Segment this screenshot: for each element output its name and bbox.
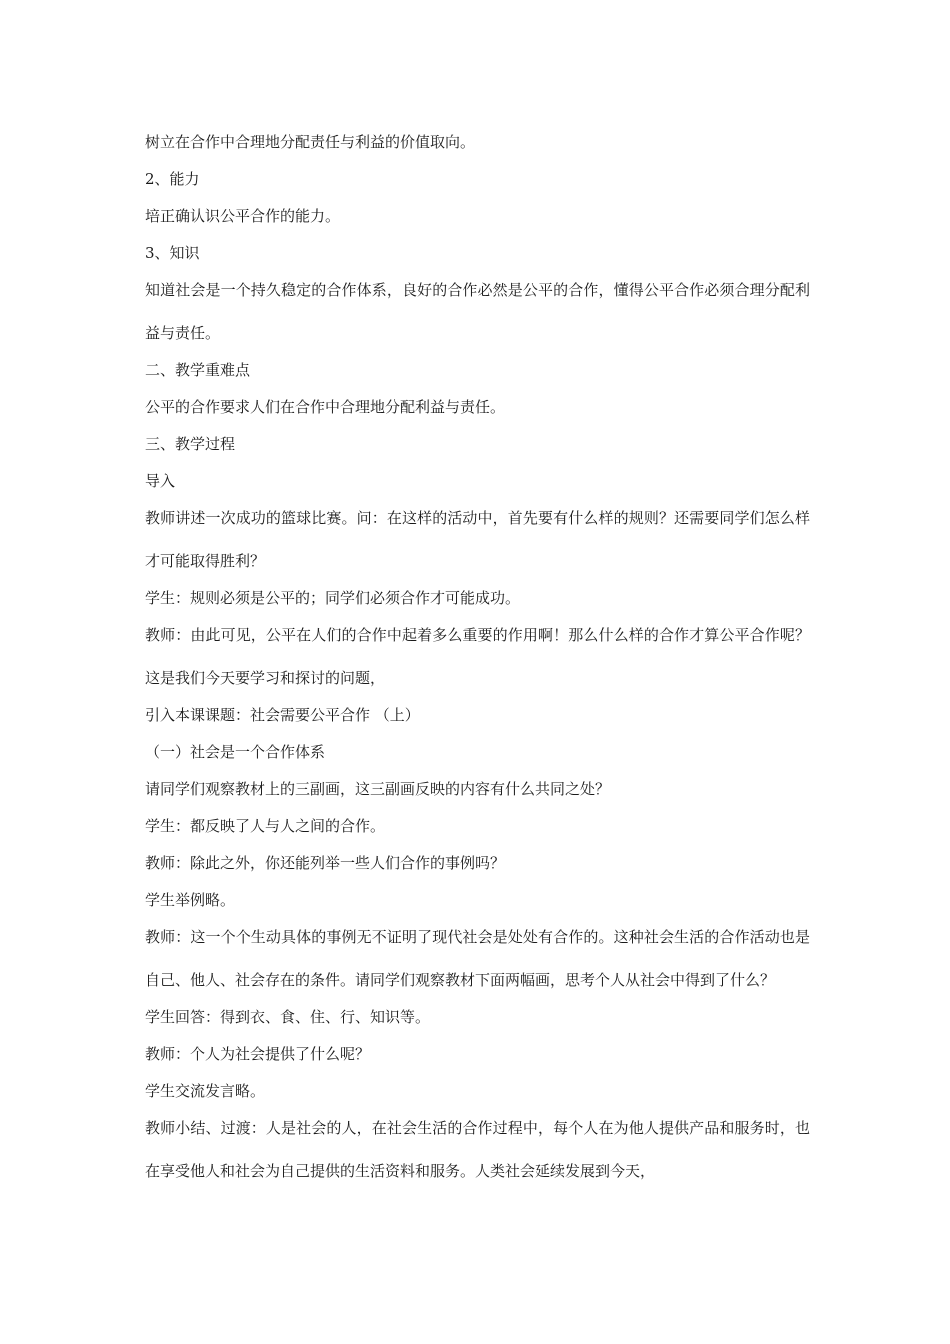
paragraph: 公平的合作要求人们在合作中合理地分配利益与责任。 bbox=[145, 398, 506, 416]
section-heading: 三、教学过程 bbox=[145, 435, 236, 453]
section-heading: 二、教学重难点 bbox=[145, 361, 251, 379]
paragraph: 教师讲述一次成功的篮球比赛。问：在这样的活动中，首先要有什么样的规则？还需要同学们怎么样才可能取得胜利？ bbox=[145, 509, 810, 570]
paragraph: 学生：规则必须是公平的；同学们必须合作才可能成功。 bbox=[145, 589, 521, 607]
section-heading: 3、知识 bbox=[145, 244, 200, 262]
paragraph: 教师：由此可见，公平在人们的合作中起着多么重要的作用啊！那么什么样的合作才算公平合作呢？这是我们今天要学习和探讨的问题， bbox=[145, 626, 810, 687]
paragraph: 教师：除此之外，你还能列举一些人们合作的事例吗？ bbox=[145, 854, 506, 872]
paragraph: 引入本课课题：社会需要公平合作 （上） bbox=[145, 706, 420, 724]
paragraph: 教师：这一个个生动具体的事例无不证明了现代社会是处处有合作的。这种社会生活的合作活动也是自己、他人、社会存在的条件。请同学们观察教材下面两幅画，思考个人从社会中得到了什么？ bbox=[145, 928, 810, 989]
paragraph: 请同学们观察教材上的三副画，这三副画反映的内容有什么共同之处？ bbox=[145, 780, 611, 798]
paragraph: 学生交流发言略。 bbox=[145, 1082, 266, 1100]
paragraph: 知道社会是一个持久稳定的合作体系，良好的合作必然是公平的合作，懂得公平合作必须合理分配利益与责任。 bbox=[145, 281, 810, 342]
section-heading: 2、能力 bbox=[145, 170, 200, 188]
document-page bbox=[145, 124, 810, 1190]
paragraph: 教师小结、过渡：人是社会的人，在社会生活的合作过程中，每个人在为他人提供产品和服务时，也在享受他人和社会为自己提供的生活资料和服务。人类社会延续发展到今天， bbox=[145, 1119, 810, 1180]
subsection-heading: （一）社会是一个合作体系 bbox=[145, 743, 326, 761]
paragraph: 学生回答：得到衣、食、住、行、知识等。 bbox=[145, 1008, 431, 1026]
paragraph: 学生举例略。 bbox=[145, 891, 236, 909]
paragraph: 学生：都反映了人与人之间的合作。 bbox=[145, 817, 386, 835]
subsection-heading: 导入 bbox=[145, 472, 176, 490]
paragraph: 树立在合作中合理地分配责任与利益的价值取向。 bbox=[145, 133, 476, 151]
paragraph: 培正确认识公平合作的能力。 bbox=[145, 207, 341, 225]
paragraph: 教师：个人为社会提供了什么呢？ bbox=[145, 1045, 371, 1063]
